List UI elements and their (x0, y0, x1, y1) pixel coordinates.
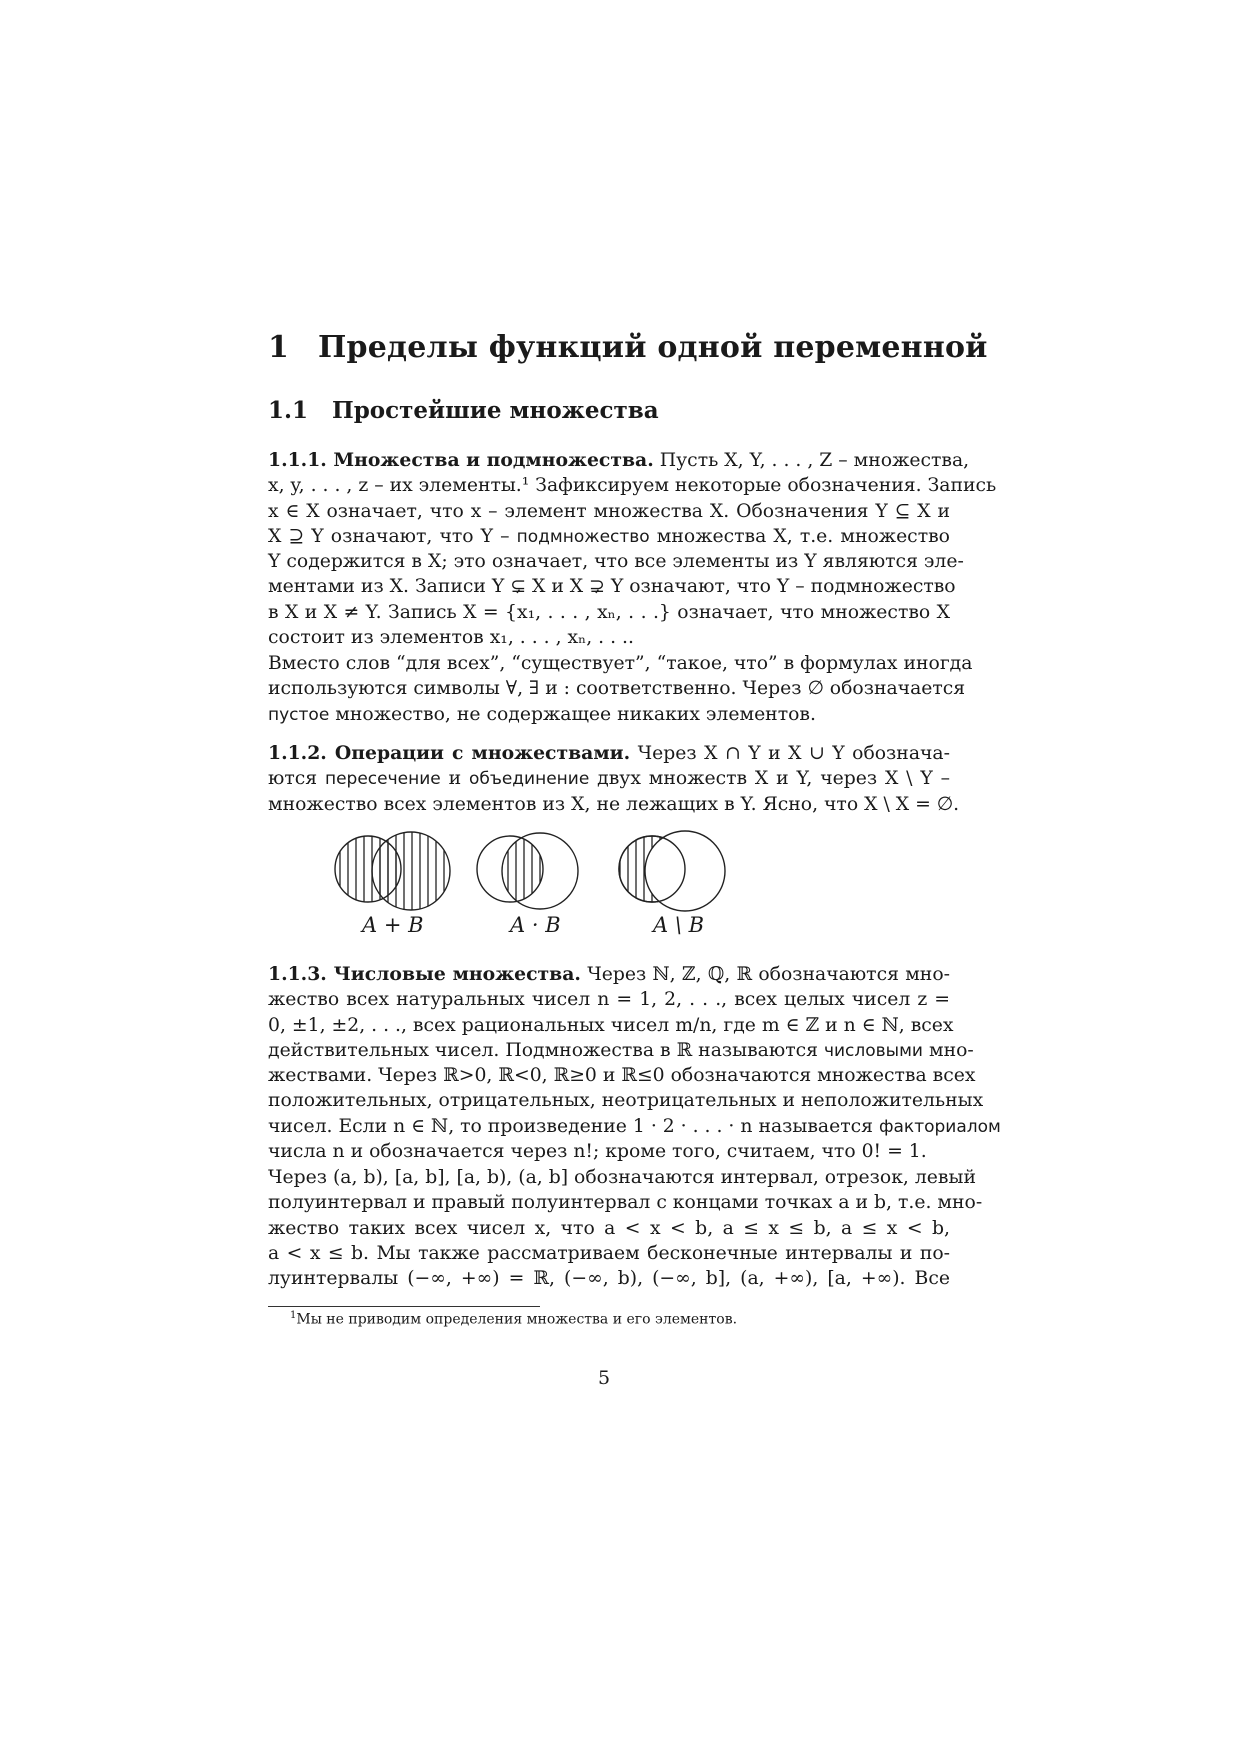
text-line: полуинтервал и правый полуинтервал с концами точках a и b, т.е. мно- (268, 1192, 983, 1214)
text-line: 0, ±1, ±2, . . ., всех рациональных чисел m/n, где m ∈ ℤ и n ∈ ℕ, всех (268, 1014, 954, 1036)
text-line: Вместо слов “для всех”, “существует”, “такое, что” в формулах иногда (268, 653, 973, 674)
text-line: 1.1.1. Множества и подмножества. Пусть X, Y, . . . , Z – множества, (268, 449, 970, 471)
text-line: жество всех натуральных чисел n = 1, 2, . . ., всех целых чисел z = (268, 989, 950, 1011)
figure-label-difference: A \ B (653, 913, 705, 937)
subsection-heading: 1.1.3. Числовые множества. (268, 963, 581, 985)
chapter-heading (268, 330, 988, 365)
term-intersection: пересечение (324, 769, 441, 790)
term-subset: подмножество (516, 526, 650, 547)
venn-union (335, 832, 450, 910)
term-union: объединение (468, 769, 590, 790)
text-line: x, y, . . . , z – их элементы.¹ Зафиксируем некоторые обозначения. Запись (268, 475, 997, 497)
section-title: Простейшие множества (332, 397, 659, 424)
footnote-rule (268, 1306, 540, 1307)
text-line: X ⊇ Y означают, что Y – подмножество множества X, т.е. множество (268, 525, 950, 547)
chapter-title: Пределы функций одной переменной (318, 330, 988, 365)
text-line: 1.1.3. Числовые множества. Через ℕ, ℤ, ℚ, ℝ обозначаются мно- (268, 963, 950, 985)
text-line: действительных чисел. Подмножества в ℝ называются числовыми мно- (268, 1039, 974, 1061)
figure-label-intersection: A · B (510, 913, 561, 937)
subsection-heading: 1.1.1. Множества и подмножества. (268, 449, 654, 471)
section-number: 1.1 (268, 397, 309, 424)
subsection-heading: 1.1.2. Операции с множествами. (268, 742, 631, 764)
section-heading (268, 397, 659, 424)
text-line: 1.1.2. Операции с множествами. Через X ∩ Y и X ∪ Y обознача- (268, 742, 950, 764)
footnote (290, 1310, 737, 1328)
text-line: состоит из элементов x₁, . . . , xₙ, . . .. (268, 627, 634, 649)
text-line: жество таких всех чисел x, что a < x < b, a ≤ x ≤ b, a ≤ x < b, (268, 1217, 950, 1239)
text-line: ментами из X. Записи Y ⊊ X и X ⊋ Y означают, что Y – подмножество (268, 576, 956, 598)
paragraph-number-sets (268, 962, 1001, 1164)
paragraph-sets-and-subsets (268, 448, 997, 650)
venn-intersection (477, 833, 578, 909)
text-line: Через (a, b), [a, b], [a, b), (a, b] обозначаются интервал, отрезок, левый (268, 1167, 976, 1188)
page-number: 5 (598, 1367, 611, 1389)
text-line: Y содержится в X; это означает, что все элементы из Y являются эле- (268, 551, 964, 573)
text-line: чисел. Если n ∈ ℕ, то произведение 1 · 2 · . . . · n называется факториалом (268, 1115, 1001, 1137)
term-factorial: факториалом (878, 1116, 1001, 1137)
text-line: пустое множество, не содержащее никаких элементов. (268, 703, 816, 725)
text-line: a < x ≤ b. Мы также рассматриваем бесконечные интервалы и по- (268, 1242, 950, 1264)
text-line: жествами. Через ℝ>0, ℝ<0, ℝ≥0 и ℝ≤0 обозначаются множества всех (268, 1065, 976, 1087)
paragraph-quantifiers (268, 651, 973, 727)
text-line: числа n и обозначается через n!; кроме того, считаем, что 0! = 1. (268, 1141, 927, 1163)
text-line: используются символы ∀, ∃ и : соответственно. Через ∅ обозначается (268, 678, 966, 700)
chapter-number: 1 (268, 330, 290, 365)
term-empty: пустое (268, 704, 330, 725)
term-numeric: числовыми (823, 1040, 923, 1061)
text-line: x ∈ X означает, что x – элемент множества X. Обозначения Y ⊆ X и (268, 500, 950, 522)
text-line: ются пересечение и объединение двух множеств X и Y, через X \ Y – (268, 768, 950, 790)
venn-difference (619, 831, 725, 911)
footnote-mark: 1 (290, 1310, 297, 1321)
paragraph-set-operations (268, 741, 960, 817)
text-line: множество всех элементов из X, не лежащих в Y. Ясно, что X \ X = ∅. (268, 793, 960, 815)
text-line: луинтервалы (−∞, +∞) = ℝ, (−∞, b), (−∞, b], (a, +∞), [a, +∞). Все (268, 1268, 950, 1290)
figure-label-union: A + B (362, 913, 424, 937)
text-line: положительных, отрицательных, неотрицательных и неположительных (268, 1090, 984, 1112)
text-line: в X и X ≠ Y. Запись X = {x₁, . . . , xₙ, . . .} означает, что множество X (268, 601, 950, 623)
paragraph-intervals (268, 1165, 983, 1291)
footnote-text: Мы не приводим определения множества и его элементов. (296, 1311, 738, 1328)
